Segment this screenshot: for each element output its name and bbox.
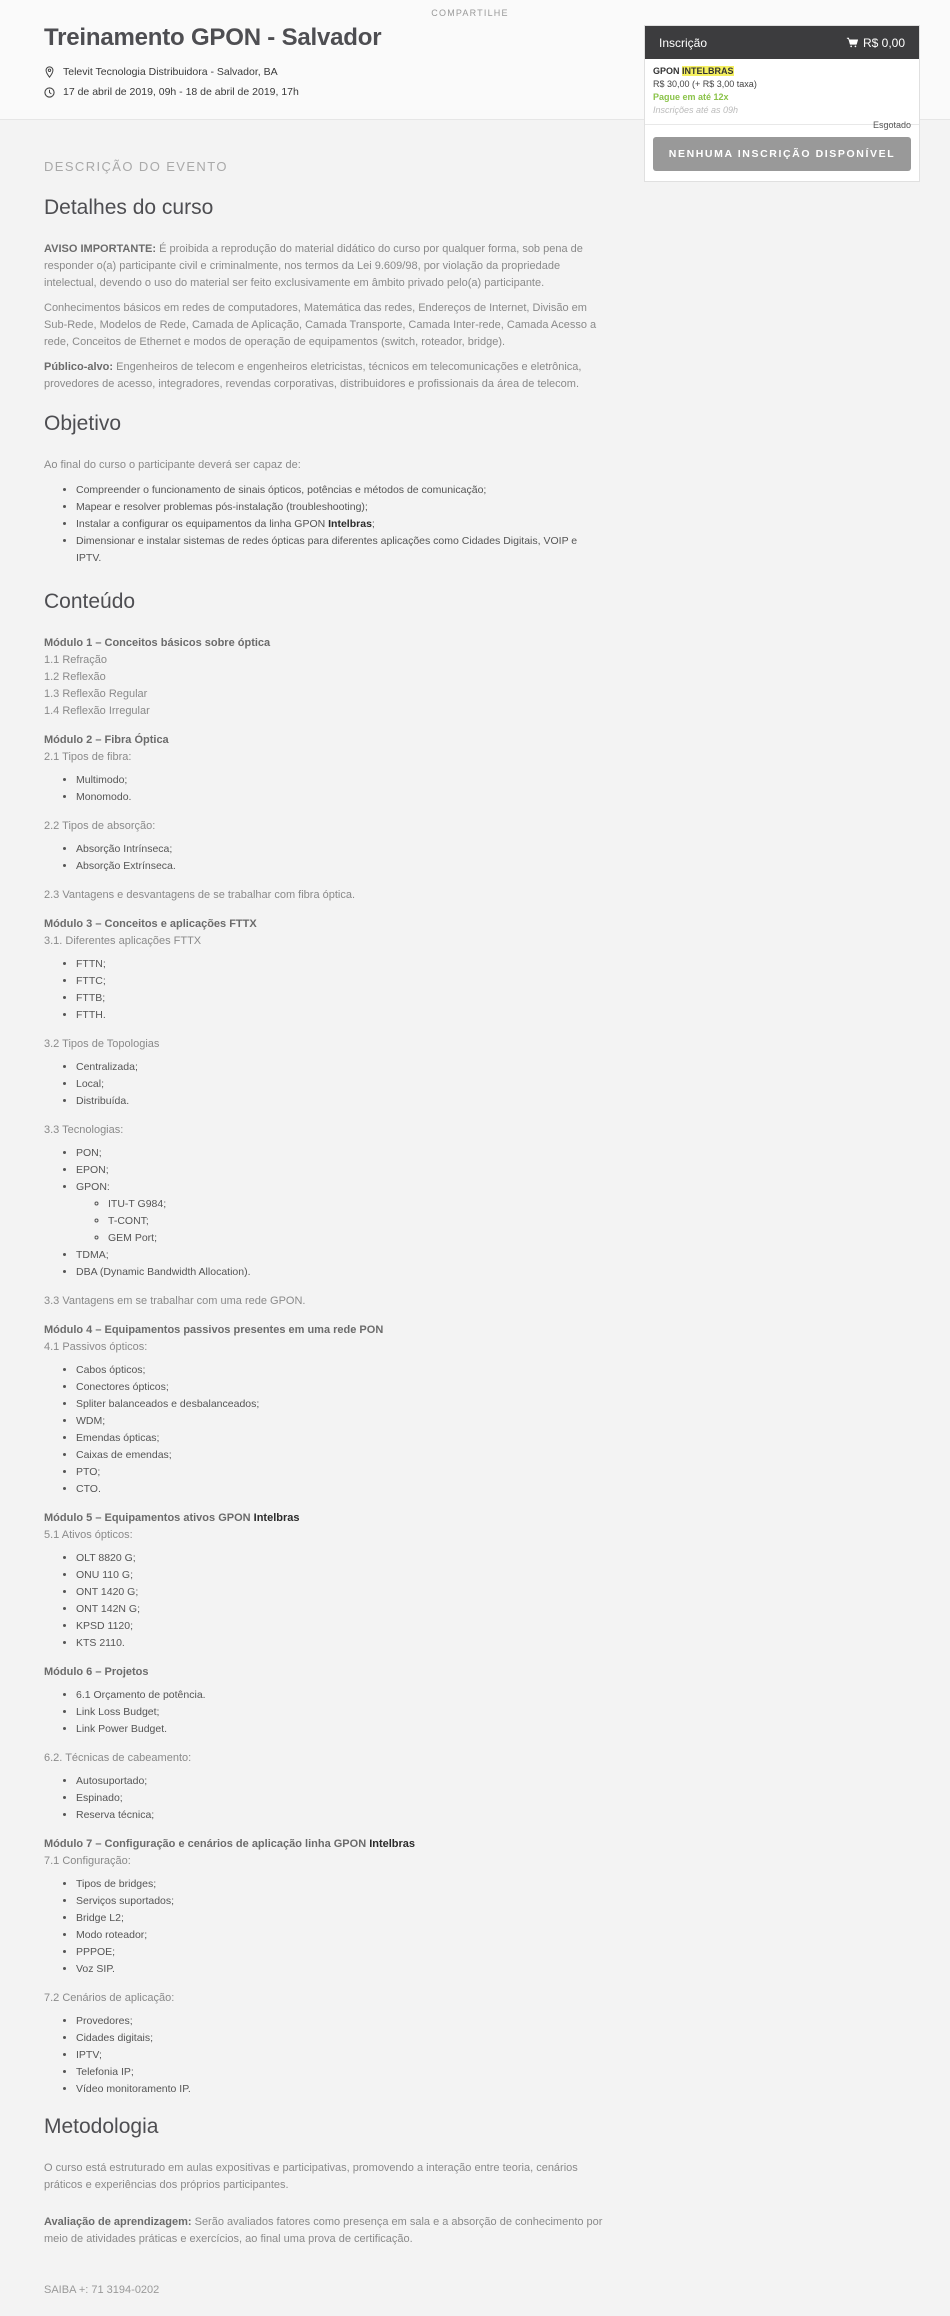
cart[interactable] bbox=[846, 36, 905, 50]
map-pin-icon bbox=[44, 66, 55, 78]
list-item: • Local; bbox=[76, 1076, 604, 1093]
registration-heading: Inscrição bbox=[659, 35, 708, 50]
list-item: • Absorção Extrínseca. bbox=[76, 858, 604, 875]
subsection: 6.2. Técnicas de cabeamento: bbox=[44, 1752, 192, 1764]
brand-name: Intelbras bbox=[253, 1512, 300, 1524]
list bbox=[76, 1550, 604, 1652]
subsection: 2.1 Tipos de fibra: bbox=[44, 751, 132, 763]
heading-details: Detalhes do curso bbox=[44, 196, 214, 219]
list-item: • Modo roteador; bbox=[76, 1927, 604, 1944]
list-item: • TDMA; bbox=[76, 1247, 604, 1264]
list-item: • FTTB; bbox=[76, 990, 604, 1007]
list bbox=[76, 841, 604, 875]
list bbox=[76, 1362, 604, 1498]
section-label: DESCRIÇÃO DO EVENTO bbox=[44, 159, 228, 174]
obj3-prefix: Instalar a configurar os equipamentos da linha GPON bbox=[76, 518, 329, 530]
list-item: • Tipos de bridges; bbox=[76, 1876, 604, 1893]
list-item: 1.4 Reflexão Irregular bbox=[44, 705, 150, 717]
cart-icon bbox=[846, 37, 858, 48]
list-item: • CTO. bbox=[76, 1481, 604, 1498]
gpon-label: GPON: bbox=[76, 1181, 110, 1193]
list-item: • KTS 2110. bbox=[76, 1635, 604, 1652]
list-item: • Reserva técnica; bbox=[76, 1807, 604, 1824]
list-item: • OLT 8820 G; bbox=[76, 1550, 604, 1567]
clock-icon bbox=[44, 87, 55, 98]
subsection: 2.3 Vantagens e desvantagens de se trabalhar com fibra óptica. bbox=[44, 889, 356, 901]
audience-paragraph bbox=[44, 359, 604, 393]
list-item: ◦ ITU-T G984; bbox=[108, 1196, 604, 1213]
list-item: • Provedores; bbox=[76, 2013, 604, 2030]
ticket-name-brand: INTELBRAS bbox=[682, 66, 734, 76]
list-item: ◦ GEM Port; bbox=[108, 1230, 604, 1247]
list-item: • Caixas de emendas; bbox=[76, 1447, 604, 1464]
module-6-title: Módulo 6 – Projetos bbox=[44, 1666, 149, 1678]
list-item: • Compreender o funcionamento de sinais ópticos, potências e métodos de comunicação; bbox=[76, 482, 604, 499]
list bbox=[76, 1145, 604, 1281]
list-item bbox=[76, 1179, 604, 1247]
page-title: Treinamento GPON - Salvador bbox=[44, 24, 382, 51]
list-item: 1.2 Reflexão bbox=[44, 671, 106, 683]
list-item: • Mapear e resolver problemas pós-instalação (troubleshooting); bbox=[76, 499, 604, 516]
list-item: • Serviços suportados; bbox=[76, 1893, 604, 1910]
list bbox=[76, 1687, 604, 1738]
list-item: • PTO; bbox=[76, 1464, 604, 1481]
list-item: • Multimodo; bbox=[76, 772, 604, 789]
module-7-title bbox=[44, 1836, 604, 1853]
list-item: • Emendas ópticas; bbox=[76, 1430, 604, 1447]
module-2-title: Módulo 2 – Fibra Óptica bbox=[44, 734, 169, 746]
subsection: 5.1 Ativos ópticos: bbox=[44, 1529, 133, 1541]
cart-total: R$ 0,00 bbox=[862, 35, 905, 50]
list-item: • Autosuportado; bbox=[76, 1773, 604, 1790]
event-date bbox=[44, 86, 299, 98]
list-item: • PPPOE; bbox=[76, 1944, 604, 1961]
list-item: • Vídeo monitoramento IP. bbox=[76, 2081, 604, 2098]
list-item: • Cidades digitais; bbox=[76, 2030, 604, 2047]
registration-header bbox=[645, 26, 919, 59]
assessment-text: Serão avaliados fatores como presença em sala e a absorção de conhecimento por meio de atividades práticas e exercícios, ao final uma prova de certificação. bbox=[44, 2216, 603, 2245]
ticket-item bbox=[645, 59, 919, 130]
list bbox=[76, 772, 604, 806]
notice-label: AVISO IMPORTANTE: bbox=[44, 243, 157, 255]
list bbox=[76, 1876, 604, 1978]
subsection: 4.1 Passivos ópticos: bbox=[44, 1341, 148, 1353]
subsection: 3.3 Vantagens em se trabalhar com uma rede GPON. bbox=[44, 1295, 306, 1307]
heading-objective: Objetivo bbox=[44, 412, 122, 435]
ticket-installments: Pague em até 12x bbox=[653, 92, 729, 102]
list-item: • Voz SIP. bbox=[76, 1961, 604, 1978]
contact-phone[interactable]: SAIBA +: 71 3194-0202 bbox=[44, 2284, 160, 2296]
sublist bbox=[108, 1196, 604, 1247]
ticket-status: Esgotado bbox=[872, 120, 911, 130]
assessment-label: Avaliação de aprendizagem: bbox=[44, 2216, 192, 2228]
subsection: 7.1 Configuração: bbox=[44, 1855, 131, 1867]
list-item: • FTTN; bbox=[76, 956, 604, 973]
list-item: • WDM; bbox=[76, 1413, 604, 1430]
list-item: • Conectores ópticos; bbox=[76, 1379, 604, 1396]
event-description bbox=[44, 158, 604, 2256]
subsection: 2.2 Tipos de absorção: bbox=[44, 820, 156, 832]
ticket-deadline: Inscrições até as 09h bbox=[653, 105, 739, 115]
button-wrap bbox=[645, 125, 919, 181]
subsection: 3.1. Diferentes aplicações FTTX bbox=[44, 935, 202, 947]
list-item: 1.3 Reflexão Regular bbox=[44, 688, 148, 700]
list-item: • FTTC; bbox=[76, 973, 604, 990]
event-location bbox=[44, 66, 278, 78]
subsection: 7.2 Cenários de aplicação: bbox=[44, 1992, 175, 2004]
list-item: • ONU 110 G; bbox=[76, 1567, 604, 1584]
list-item: • ONT 142N G; bbox=[76, 1601, 604, 1618]
notice-paragraph bbox=[44, 241, 604, 292]
list-item: • DBA (Dynamic Bandwidth Allocation). bbox=[76, 1264, 604, 1281]
registration-panel bbox=[644, 25, 920, 182]
list-item: • Link Loss Budget; bbox=[76, 1704, 604, 1721]
list-item: • Monomodo. bbox=[76, 789, 604, 806]
ticket-price: R$ 30,00 (+ R$ 3,00 taxa) bbox=[653, 79, 757, 89]
spacer bbox=[44, 2202, 604, 2214]
assessment-paragraph bbox=[44, 2214, 604, 2248]
module-7-prefix: Módulo 7 – Configuração e cenários de aplicação linha GPON bbox=[44, 1838, 370, 1850]
module-5-title bbox=[44, 1510, 604, 1527]
list-item: • IPTV; bbox=[76, 2047, 604, 2064]
list-item bbox=[76, 516, 604, 533]
list bbox=[76, 956, 604, 1024]
list-item: • Cabos ópticos; bbox=[76, 1362, 604, 1379]
knowledge-paragraph: Conhecimentos básicos em redes de computadores, Matemática das redes, Endereços de Internet, Divisão em Sub-Rede, Modelos de Rede, Camada de Aplicação, Camada Transporte, Camada Inter-rede, Camada Acesso a rede, Conceitos de Ethernet e modos de operação de equipamentos (switch, roteador, bridge). bbox=[44, 302, 597, 348]
ticket-name bbox=[653, 65, 911, 78]
audience-text: Engenheiros de telecom e engenheiros eletricistas, técnicos em telecomunicações e eletrônica, provedores de acesso, integradores, revendas corporativas, distribuidores e profissionais da área de telecom. bbox=[44, 361, 582, 390]
module-5-prefix: Módulo 5 – Equipamentos ativos GPON bbox=[44, 1512, 254, 1524]
objective-list bbox=[76, 482, 604, 567]
methodology-paragraph: O curso está estruturado em aulas expositivas e participativas, promovendo a interação entre teoria, cenários práticos e experiências dos próprios participantes. bbox=[44, 2162, 578, 2191]
module-1-title: Módulo 1 – Conceitos básicos sobre óptica bbox=[44, 637, 271, 649]
list-item: • Spliter balanceados e desbalanceados; bbox=[76, 1396, 604, 1413]
heading-content: Conteúdo bbox=[44, 590, 136, 613]
notice-text: É proibida a reprodução do material didático do curso por qualquer forma, sob pena de responder o(a) participante civil e criminalmente, nos termos da Lei 9.609/98, por violação da propriedade intelectual, devendo o uso do material ser feito exclusivamente em âmbito privado pelo(a) participante. bbox=[44, 243, 583, 289]
date-text: 17 de abril de 2019, 09h - 18 de abril de 2019, 17h bbox=[63, 86, 299, 98]
brand-name: Intelbras bbox=[328, 518, 372, 530]
list-item: • Centralizada; bbox=[76, 1059, 604, 1076]
list bbox=[76, 2013, 604, 2098]
brand-name: Intelbras bbox=[369, 1838, 416, 1850]
list-item: • ONT 1420 G; bbox=[76, 1584, 604, 1601]
list-item: • Link Power Budget. bbox=[76, 1721, 604, 1738]
objective-intro: Ao final do curso o participante deverá ser capaz de: bbox=[44, 459, 301, 471]
subsection: 3.3 Tecnologias: bbox=[44, 1124, 124, 1136]
heading-methodology: Metodologia bbox=[44, 2115, 159, 2138]
list-item: • Dimensionar e instalar sistemas de redes ópticas para diferentes aplicações como Cidades Digitais, VOIP e IPTV. bbox=[76, 533, 604, 567]
subsection: 3.2 Tipos de Topologias bbox=[44, 1038, 160, 1050]
obj3-suffix: ; bbox=[371, 518, 375, 530]
list bbox=[76, 1059, 604, 1110]
location-text: Televit Tecnologia Distribuidora - Salvador, BA bbox=[63, 66, 278, 78]
list-item: 1.1 Refração bbox=[44, 654, 107, 666]
list-item: ◦ T-CONT; bbox=[108, 1213, 604, 1230]
list-item: • PON; bbox=[76, 1145, 604, 1162]
list-item: • FTTH. bbox=[76, 1007, 604, 1024]
list-item: • Distribuída. bbox=[76, 1093, 604, 1110]
module-4-title: Módulo 4 – Equipamentos passivos presentes em uma rede PON bbox=[44, 1324, 384, 1336]
list-item: • 6.1 Orçamento de potência. bbox=[76, 1687, 604, 1704]
list-item: • Absorção Intrínseca; bbox=[76, 841, 604, 858]
audience-label: Público-alvo: bbox=[44, 361, 114, 373]
list-item: • Telefonia IP; bbox=[76, 2064, 604, 2081]
list-item: • KPSD 1120; bbox=[76, 1618, 604, 1635]
share-link[interactable]: COMPARTILHE bbox=[431, 8, 509, 18]
list-item: • Espinado; bbox=[76, 1790, 604, 1807]
list-item: • EPON; bbox=[76, 1162, 604, 1179]
no-registration-button[interactable]: NENHUMA INSCRIÇÃO DISPONÍVEL bbox=[653, 137, 911, 171]
list bbox=[76, 1773, 604, 1824]
module-3-title: Módulo 3 – Conceitos e aplicações FTTX bbox=[44, 918, 257, 930]
list-item: • Bridge L2; bbox=[76, 1910, 604, 1927]
ticket-name-prefix: GPON bbox=[653, 66, 683, 76]
